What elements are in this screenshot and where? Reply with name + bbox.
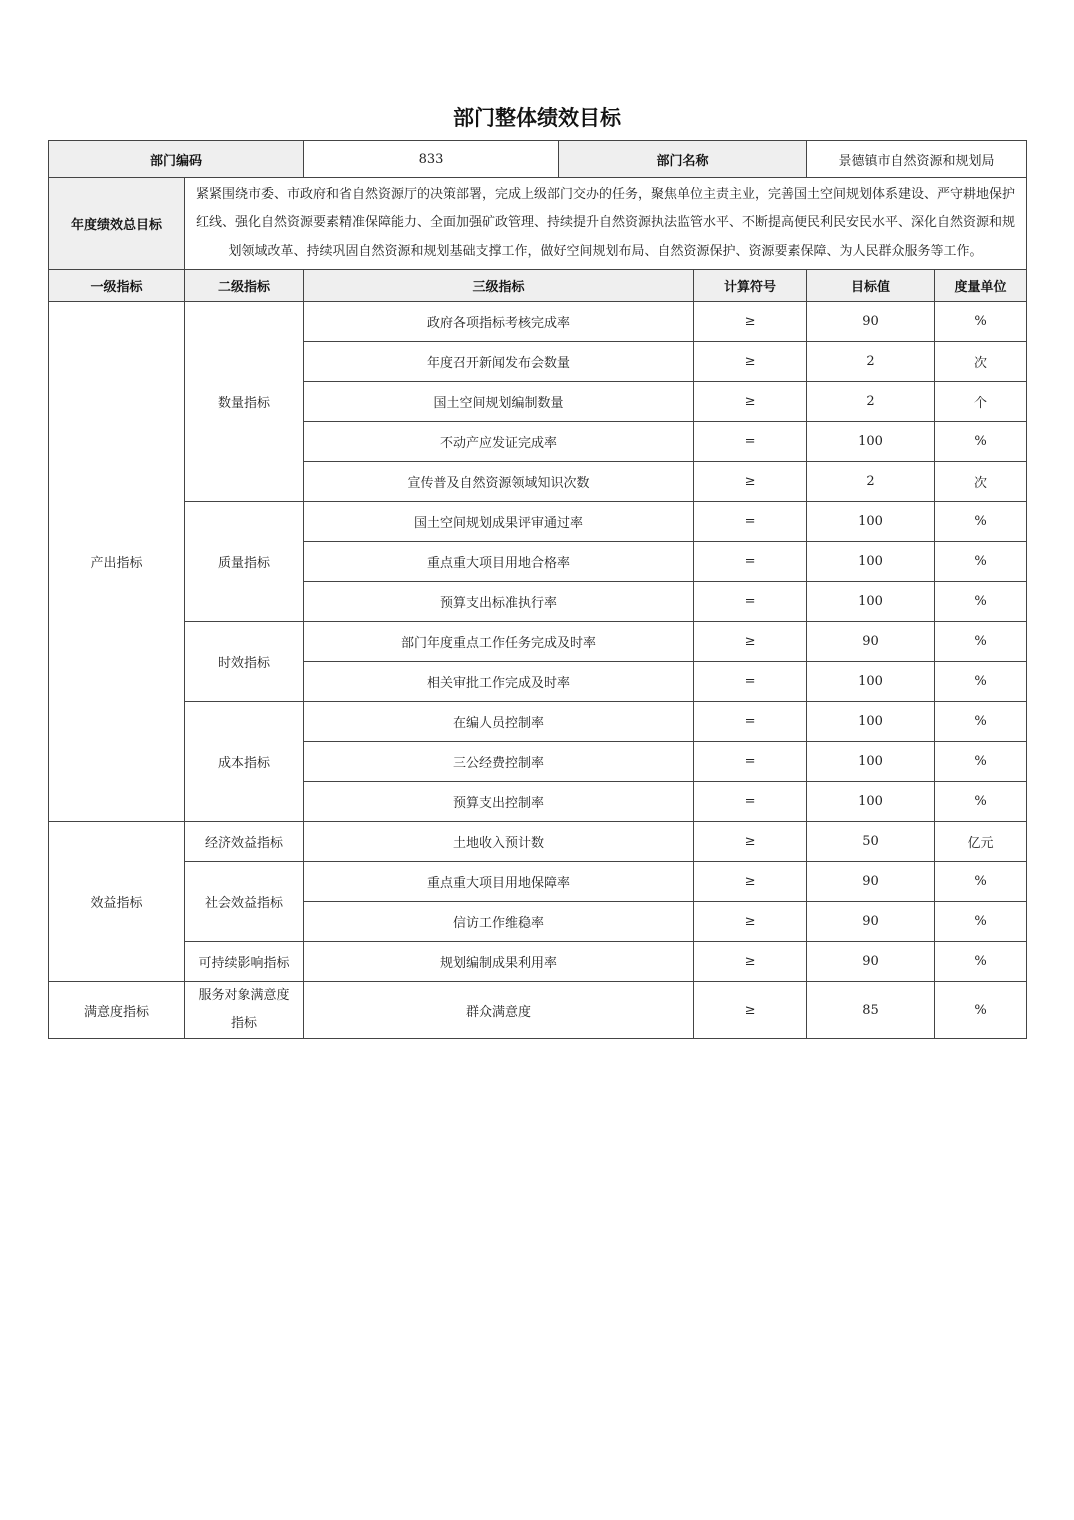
subgroup-social: 社会效益指标 bbox=[185, 862, 304, 942]
indicator-name: 部门年度重点工作任务完成及时率 bbox=[304, 622, 694, 662]
indicator-unit: % bbox=[935, 542, 1027, 582]
indicator-unit: 个 bbox=[935, 382, 1027, 422]
table-row bbox=[49, 822, 1027, 862]
indicator-target: 100 bbox=[807, 582, 935, 622]
annual-goal-label: 年度绩效总目标 bbox=[49, 178, 185, 270]
indicator-target: 100 bbox=[807, 742, 935, 782]
indicator-target: 90 bbox=[807, 942, 935, 982]
group-output: 产出指标 bbox=[49, 302, 185, 822]
indicator-unit: % bbox=[935, 582, 1027, 622]
indicator-symbol: ≥ bbox=[694, 302, 807, 342]
annual-goal-row bbox=[49, 178, 1027, 270]
indicator-unit: 次 bbox=[935, 342, 1027, 382]
indicator-symbol: = bbox=[694, 742, 807, 782]
indicator-unit: 次 bbox=[935, 462, 1027, 502]
indicator-name: 国土空间规划成果评审通过率 bbox=[304, 502, 694, 542]
group-benefit: 效益指标 bbox=[49, 822, 185, 982]
indicator-target: 2 bbox=[807, 342, 935, 382]
indicator-target: 2 bbox=[807, 462, 935, 502]
subgroup-quality: 质量指标 bbox=[185, 502, 304, 622]
indicator-name: 在编人员控制率 bbox=[304, 702, 694, 742]
indicator-name: 相关审批工作完成及时率 bbox=[304, 662, 694, 702]
indicator-name: 规划编制成果利用率 bbox=[304, 942, 694, 982]
indicator-name: 国土空间规划编制数量 bbox=[304, 382, 694, 422]
indicator-name: 年度召开新闻发布会数量 bbox=[304, 342, 694, 382]
subgroup-timeliness: 时效指标 bbox=[185, 622, 304, 702]
dept-code-value: 833 bbox=[304, 141, 559, 178]
indicator-target: 100 bbox=[807, 502, 935, 542]
indicator-unit: % bbox=[935, 422, 1027, 462]
subgroup-service-satisfaction bbox=[185, 982, 304, 1039]
indicator-name: 群众满意度 bbox=[304, 982, 694, 1039]
indicator-unit: % bbox=[935, 782, 1027, 822]
indicator-name: 重点重大项目用地保障率 bbox=[304, 862, 694, 902]
indicator-name: 预算支出控制率 bbox=[304, 782, 694, 822]
indicator-target: 85 bbox=[807, 982, 935, 1039]
table-row bbox=[49, 502, 1027, 542]
indicator-target: 100 bbox=[807, 782, 935, 822]
subgroup-cost: 成本指标 bbox=[185, 702, 304, 822]
table-row bbox=[49, 982, 1027, 1039]
indicator-target: 100 bbox=[807, 662, 935, 702]
header-symbol: 计算符号 bbox=[694, 270, 807, 302]
indicator-symbol: ≥ bbox=[694, 942, 807, 982]
indicator-unit: % bbox=[935, 902, 1027, 942]
table-row bbox=[49, 622, 1027, 662]
indicator-symbol: ≥ bbox=[694, 382, 807, 422]
indicator-unit: 亿元 bbox=[935, 822, 1027, 862]
header-level3: 三级指标 bbox=[304, 270, 694, 302]
dept-name-label: 部门名称 bbox=[559, 141, 807, 178]
subgroup-quantity: 数量指标 bbox=[185, 302, 304, 502]
indicator-symbol: = bbox=[694, 702, 807, 742]
dept-name-value: 景德镇市自然资源和规划局 bbox=[807, 141, 1027, 178]
indicator-symbol: ≥ bbox=[694, 462, 807, 502]
indicator-target: 100 bbox=[807, 702, 935, 742]
table-row bbox=[49, 702, 1027, 742]
indicator-symbol: = bbox=[694, 502, 807, 542]
indicator-name: 三公经费控制率 bbox=[304, 742, 694, 782]
indicator-name: 重点重大项目用地合格率 bbox=[304, 542, 694, 582]
table-row bbox=[49, 862, 1027, 902]
indicator-symbol: = bbox=[694, 662, 807, 702]
indicator-target: 50 bbox=[807, 822, 935, 862]
indicator-name: 不动产应发证完成率 bbox=[304, 422, 694, 462]
table-row bbox=[49, 942, 1027, 982]
indicator-target: 90 bbox=[807, 302, 935, 342]
indicator-symbol: ≥ bbox=[694, 982, 807, 1039]
indicator-symbol: ≥ bbox=[694, 902, 807, 942]
indicator-symbol: ≥ bbox=[694, 342, 807, 382]
indicator-symbol: ≥ bbox=[694, 862, 807, 902]
subgroup-service-satisfaction-label: 服务对象满意度指标 bbox=[198, 988, 290, 1031]
indicator-unit: % bbox=[935, 702, 1027, 742]
indicator-target: 2 bbox=[807, 382, 935, 422]
subgroup-sustainable: 可持续影响指标 bbox=[185, 942, 304, 982]
indicator-name: 政府各项指标考核完成率 bbox=[304, 302, 694, 342]
group-satisfaction: 满意度指标 bbox=[49, 982, 185, 1039]
page-title: 部门整体绩效目标 bbox=[453, 106, 621, 130]
annual-goal-text: 紧紧围绕市委、市政府和省自然资源厅的决策部署，完成上级部门交办的任务，聚焦单位主责主业，完善国土空间规划体系建设、严守耕地保护红线、强化自然资源要素精准保障能力、全面加强矿政管理、持续提升自然资源执法监管水平、不断提高便民利民安民水平、深化自然资源和规划领域改革、持续巩固自然资源和规划基础支撑工作，做好空间规划布局、自然资源保护、资源要素保障、为人民群众服务等工作。 bbox=[185, 178, 1027, 270]
header-level2: 二级指标 bbox=[185, 270, 304, 302]
indicator-symbol: = bbox=[694, 582, 807, 622]
indicator-unit: % bbox=[935, 742, 1027, 782]
indicator-unit: % bbox=[935, 302, 1027, 342]
subgroup-economic: 经济效益指标 bbox=[185, 822, 304, 862]
dept-code-label: 部门编码 bbox=[49, 141, 304, 178]
table-row bbox=[49, 302, 1027, 342]
header-unit: 度量单位 bbox=[935, 270, 1027, 302]
indicator-unit: % bbox=[935, 862, 1027, 902]
header-level1: 一级指标 bbox=[49, 270, 185, 302]
dept-info-row bbox=[49, 141, 1027, 178]
column-header-row bbox=[49, 270, 1027, 302]
indicator-target: 100 bbox=[807, 542, 935, 582]
indicator-name: 宣传普及自然资源领域知识次数 bbox=[304, 462, 694, 502]
indicator-symbol: ≥ bbox=[694, 622, 807, 662]
indicator-target: 90 bbox=[807, 622, 935, 662]
indicator-symbol: = bbox=[694, 422, 807, 462]
indicator-target: 100 bbox=[807, 422, 935, 462]
indicator-symbol: ≥ bbox=[694, 822, 807, 862]
header-target: 目标值 bbox=[807, 270, 935, 302]
indicator-unit: % bbox=[935, 942, 1027, 982]
indicator-name: 信访工作维稳率 bbox=[304, 902, 694, 942]
indicator-target: 90 bbox=[807, 902, 935, 942]
indicator-target: 90 bbox=[807, 862, 935, 902]
indicator-unit: % bbox=[935, 622, 1027, 662]
indicator-name: 预算支出标准执行率 bbox=[304, 582, 694, 622]
indicator-unit: % bbox=[935, 662, 1027, 702]
indicator-symbol: = bbox=[694, 782, 807, 822]
performance-goal-table bbox=[48, 140, 1027, 1039]
indicator-unit: % bbox=[935, 982, 1027, 1039]
indicator-symbol: = bbox=[694, 542, 807, 582]
indicator-name: 土地收入预计数 bbox=[304, 822, 694, 862]
indicator-unit: % bbox=[935, 502, 1027, 542]
